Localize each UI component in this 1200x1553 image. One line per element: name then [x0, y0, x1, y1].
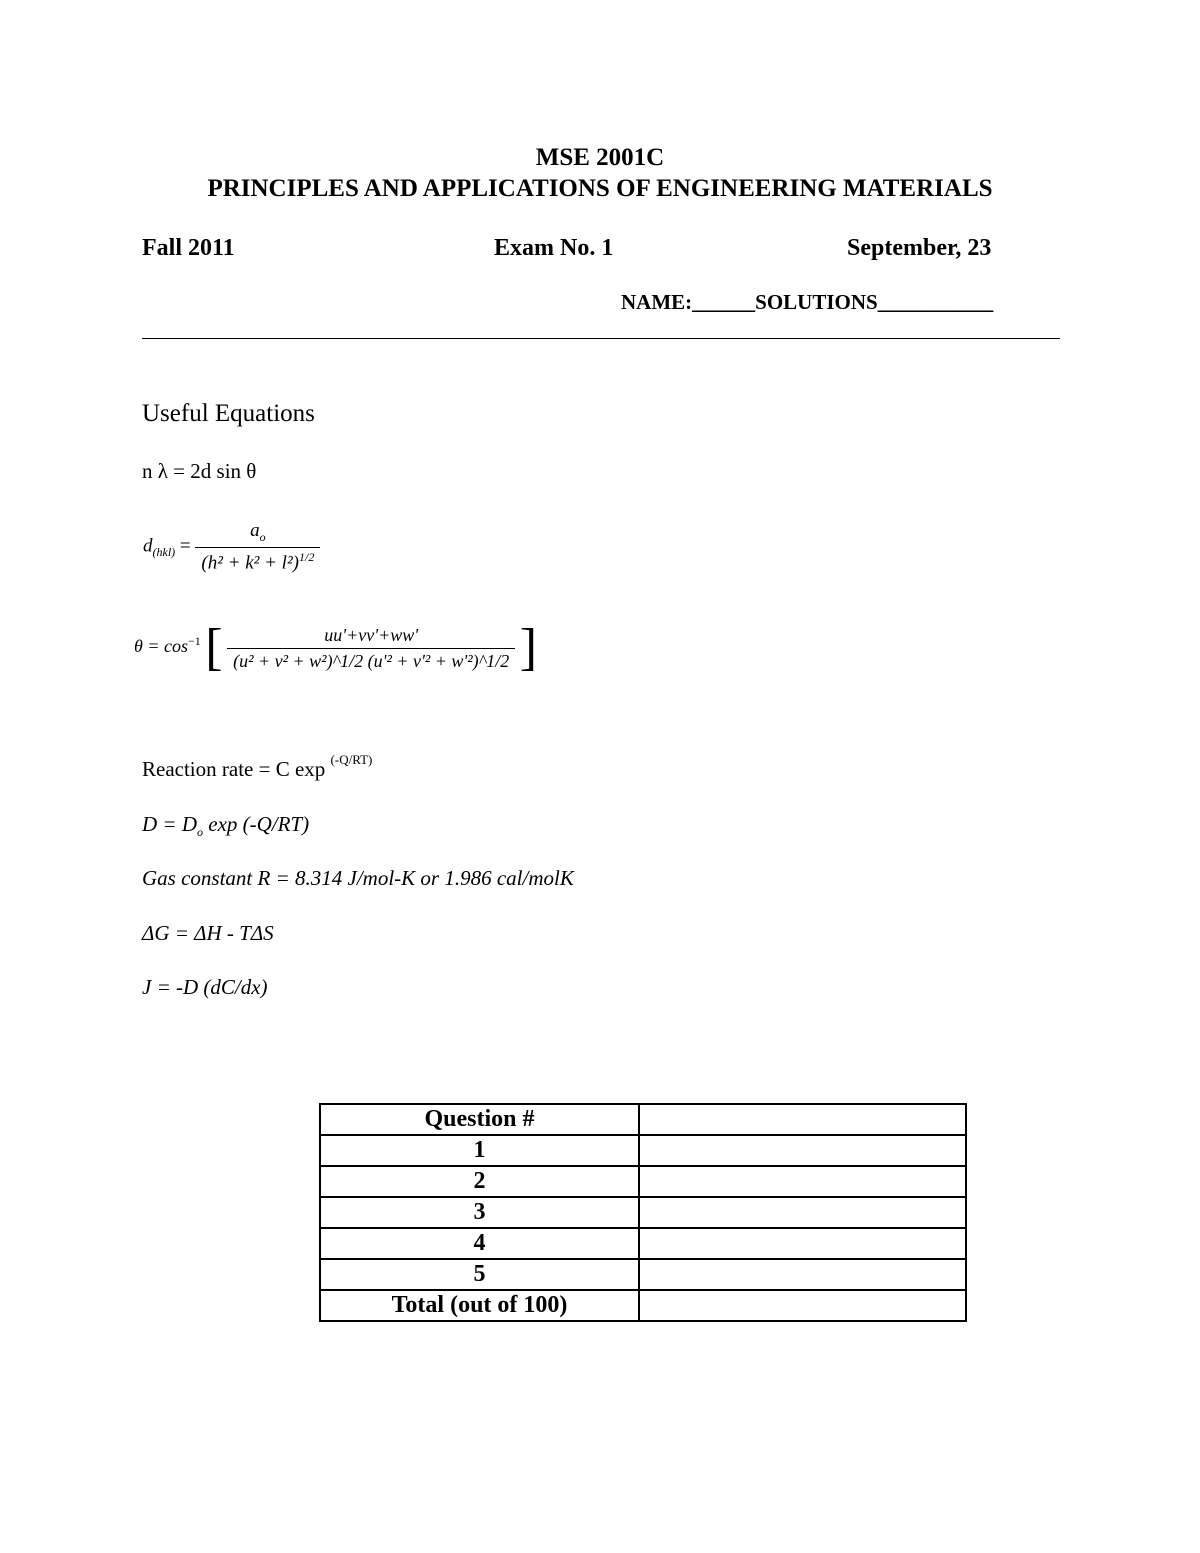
d-spacing-equation: $d_{(hkl)}$ = $\frac{a_o}{(h^2 + k^2 + l^2)^{1/2}}$	[143, 520, 320, 574]
table-header-row	[320, 1104, 966, 1135]
d-denominator-exp: 1/2	[298, 549, 315, 564]
diffusion-equation	[142, 812, 309, 840]
exam-date: September, 23	[847, 235, 992, 261]
score-cell[interactable]	[639, 1259, 966, 1290]
term: Fall 2011	[142, 235, 235, 261]
score-cell[interactable]	[639, 1104, 966, 1135]
reaction-rate-equation	[142, 752, 373, 782]
angle-denominator: (u² + v² + w²)^1/2 (u'² + v'² + w'²)^1/2	[233, 650, 510, 671]
d-subscript: (hkl)	[152, 545, 176, 560]
score-cell[interactable]	[639, 1197, 966, 1228]
left-bracket-icon: [	[205, 619, 223, 676]
d-numerator-sub: o	[259, 529, 266, 544]
question-label: 5	[320, 1259, 639, 1290]
gibbs-equation: ΔG = ΔH - TΔS	[142, 921, 274, 945]
right-bracket-icon: ]	[519, 619, 538, 676]
angle-lhs-exp: −1	[187, 634, 201, 649]
bragg-equation: n λ = 2d sin θ	[142, 459, 257, 483]
table-row	[320, 1197, 966, 1228]
d-numerator: a	[250, 520, 260, 541]
table-row	[320, 1228, 966, 1259]
score-cell[interactable]	[639, 1228, 966, 1259]
fick-equation: J = -D (dC/dx)	[142, 975, 268, 999]
table-row	[320, 1290, 966, 1321]
angle-fraction	[227, 625, 515, 672]
course-title: PRINCIPLES AND APPLICATIONS OF ENGINEERING MATERIALS	[207, 175, 993, 202]
reaction-rate-text: Reaction rate = C exp	[142, 757, 326, 781]
name-line: NAME:______SOLUTIONS___________	[621, 290, 994, 314]
course-code: MSE 2001C	[535, 144, 665, 171]
angle-numerator: uu'+vv'+ww'	[227, 625, 515, 649]
reaction-rate-exp: (-Q/RT)	[330, 752, 373, 767]
table-row	[320, 1259, 966, 1290]
exam-number: Exam No. 1	[494, 235, 614, 261]
total-score-cell[interactable]	[639, 1290, 966, 1321]
score-table	[319, 1103, 967, 1322]
angle-equation	[134, 619, 538, 676]
divider	[142, 338, 1060, 339]
score-cell[interactable]	[639, 1135, 966, 1166]
d-denominator: (h² + k² + l²)	[201, 552, 299, 574]
question-label: 4	[320, 1228, 639, 1259]
score-cell[interactable]	[639, 1166, 966, 1197]
d-fraction	[195, 520, 320, 574]
diffusion-rest: exp (-Q/RT)	[203, 812, 310, 836]
total-label: Total (out of 100)	[320, 1290, 639, 1321]
d-symbol: d	[143, 535, 153, 557]
diffusion-sub: o	[197, 825, 204, 840]
gas-constant: Gas constant R = 8.314 J/mol-K or 1.986 cal/molK	[142, 866, 574, 890]
question-label: 2	[320, 1166, 639, 1197]
diffusion-lhs: D = D	[142, 812, 198, 836]
table-row	[320, 1135, 966, 1166]
angle-lhs: θ = cos	[134, 636, 188, 657]
question-label: 3	[320, 1197, 639, 1228]
table-row	[320, 1166, 966, 1197]
equations-heading: Useful Equations	[142, 400, 315, 427]
table-header-cell: Question #	[320, 1104, 639, 1135]
question-label: 1	[320, 1135, 639, 1166]
